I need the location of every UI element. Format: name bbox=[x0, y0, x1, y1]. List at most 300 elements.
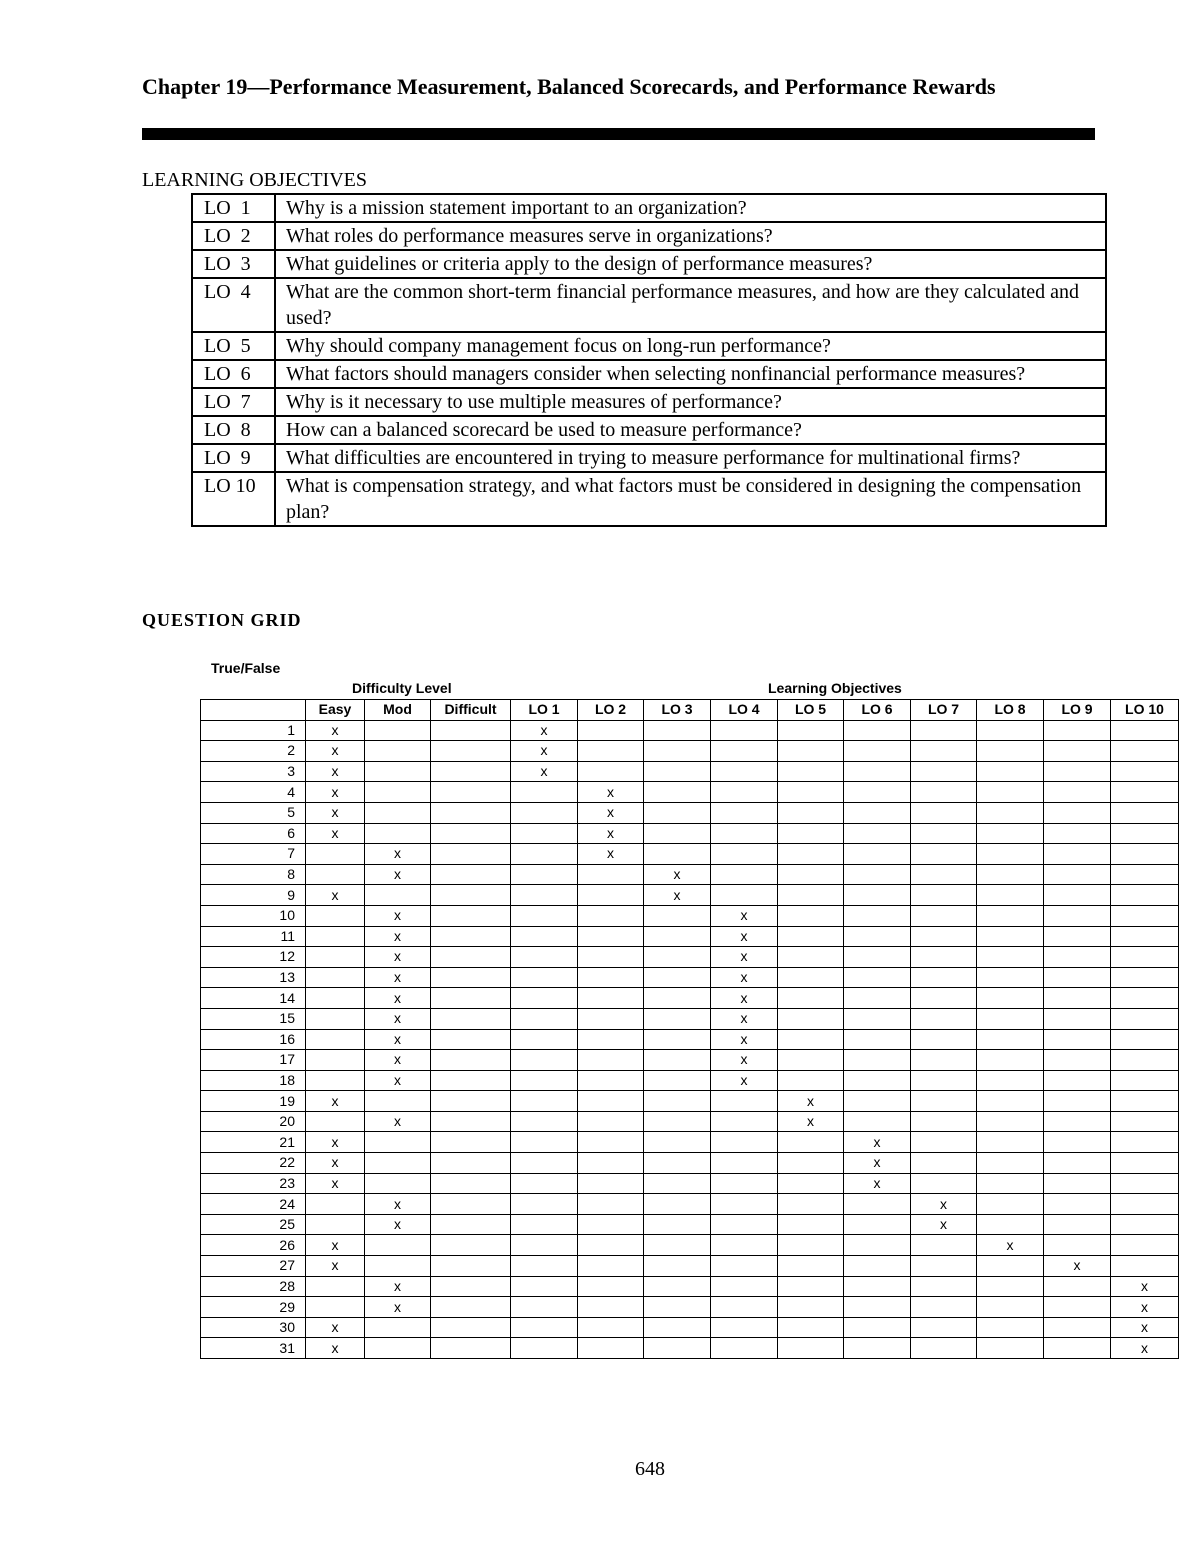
grid-cell bbox=[844, 1008, 911, 1029]
grid-cell bbox=[511, 823, 578, 844]
grid-cell bbox=[977, 741, 1044, 762]
grid-cell bbox=[511, 988, 578, 1009]
grid-column-header: LO 6 bbox=[844, 700, 911, 721]
grid-mark: x bbox=[365, 926, 431, 947]
grid-cell bbox=[977, 1091, 1044, 1112]
grid-row bbox=[201, 1194, 1179, 1215]
grid-cell bbox=[511, 844, 578, 865]
grid-cell bbox=[644, 905, 711, 926]
grid-cell bbox=[431, 761, 511, 782]
grid-cell bbox=[578, 761, 644, 782]
grid-cell bbox=[644, 782, 711, 803]
grid-cell bbox=[431, 905, 511, 926]
lo-code: LO 7 bbox=[192, 388, 275, 416]
grid-cell bbox=[977, 1008, 1044, 1029]
grid-column-header: LO 5 bbox=[778, 700, 844, 721]
grid-cell bbox=[1111, 967, 1179, 988]
question-grid-heading: QUESTION GRID bbox=[142, 610, 302, 630]
grid-cell bbox=[578, 905, 644, 926]
grid-cell bbox=[711, 1276, 778, 1297]
grid-cell bbox=[1044, 720, 1111, 741]
grid-mark: x bbox=[365, 1008, 431, 1029]
grid-cell bbox=[844, 905, 911, 926]
grid-cell bbox=[578, 1317, 644, 1338]
grid-cell bbox=[911, 926, 977, 947]
grid-cell bbox=[711, 761, 778, 782]
grid-row bbox=[201, 1256, 1179, 1277]
grid-cell bbox=[511, 967, 578, 988]
grid-cell bbox=[578, 1235, 644, 1256]
grid-cell bbox=[511, 1297, 578, 1318]
learning-objectives-table bbox=[191, 193, 1107, 527]
grid-cell bbox=[644, 1029, 711, 1050]
lo-question: What difficulties are encountered in trying to measure performance for multinational firms? bbox=[275, 444, 1106, 472]
grid-cell bbox=[644, 1317, 711, 1338]
grid-cell bbox=[1044, 823, 1111, 844]
grid-mark: x bbox=[844, 1173, 911, 1194]
grid-cell bbox=[1111, 1256, 1179, 1277]
grid-cell bbox=[1044, 1194, 1111, 1215]
grid-cell bbox=[644, 741, 711, 762]
grid-column-header: LO 9 bbox=[1044, 700, 1111, 721]
grid-cell bbox=[977, 782, 1044, 803]
grid-mark: x bbox=[644, 864, 711, 885]
grid-row bbox=[201, 1029, 1179, 1050]
grid-cell bbox=[306, 926, 365, 947]
grid-cell bbox=[711, 823, 778, 844]
grid-cell bbox=[431, 1235, 511, 1256]
question-number: 21 bbox=[201, 1132, 306, 1153]
grid-cell bbox=[431, 967, 511, 988]
lo-row bbox=[192, 416, 1106, 444]
grid-cell bbox=[431, 1214, 511, 1235]
grid-cell bbox=[711, 1214, 778, 1235]
grid-cell bbox=[1044, 1235, 1111, 1256]
grid-cell bbox=[644, 1070, 711, 1091]
question-number: 16 bbox=[201, 1029, 306, 1050]
grid-mark: x bbox=[365, 1297, 431, 1318]
grid-cell bbox=[644, 802, 711, 823]
grid-cell bbox=[511, 1194, 578, 1215]
grid-cell bbox=[977, 967, 1044, 988]
grid-row bbox=[201, 1338, 1179, 1359]
grid-mark: x bbox=[365, 864, 431, 885]
grid-cell bbox=[306, 947, 365, 968]
grid-cell bbox=[911, 1256, 977, 1277]
grid-cell bbox=[778, 1235, 844, 1256]
grid-cell bbox=[1111, 1029, 1179, 1050]
grid-column-header: LO 10 bbox=[1111, 700, 1179, 721]
grid-cell bbox=[977, 1317, 1044, 1338]
grid-cell bbox=[977, 1153, 1044, 1174]
lo-question: What roles do performance measures serve in organizations? bbox=[275, 222, 1106, 250]
grid-cell bbox=[844, 761, 911, 782]
grid-cell bbox=[511, 1317, 578, 1338]
grid-cell bbox=[431, 1111, 511, 1132]
grid-cell bbox=[1044, 885, 1111, 906]
grid-cell bbox=[644, 1008, 711, 1029]
grid-cell bbox=[711, 1235, 778, 1256]
grid-cell bbox=[977, 1070, 1044, 1091]
grid-cell bbox=[778, 802, 844, 823]
grid-cell bbox=[431, 926, 511, 947]
grid-cell bbox=[644, 1194, 711, 1215]
grid-cell bbox=[431, 1050, 511, 1071]
grid-cell bbox=[844, 988, 911, 1009]
grid-cell bbox=[431, 988, 511, 1009]
grid-row bbox=[201, 926, 1179, 947]
lo-code: LO 9 bbox=[192, 444, 275, 472]
lo-row bbox=[192, 444, 1106, 472]
grid-cell bbox=[778, 720, 844, 741]
grid-cell bbox=[1111, 1214, 1179, 1235]
grid-cell bbox=[578, 947, 644, 968]
grid-mark: x bbox=[1111, 1317, 1179, 1338]
grid-cell bbox=[365, 1256, 431, 1277]
grid-cell bbox=[578, 1173, 644, 1194]
question-number: 13 bbox=[201, 967, 306, 988]
grid-cell bbox=[711, 1111, 778, 1132]
grid-cell bbox=[977, 885, 1044, 906]
question-number: 20 bbox=[201, 1111, 306, 1132]
grid-cell bbox=[1111, 1235, 1179, 1256]
question-number: 22 bbox=[201, 1153, 306, 1174]
grid-cell bbox=[844, 967, 911, 988]
grid-cell bbox=[911, 947, 977, 968]
grid-cell bbox=[365, 1153, 431, 1174]
grid-cell bbox=[977, 1111, 1044, 1132]
grid-cell bbox=[778, 1029, 844, 1050]
question-number: 5 bbox=[201, 802, 306, 823]
grid-cell bbox=[1111, 864, 1179, 885]
grid-cell bbox=[911, 967, 977, 988]
lo-code: LO 2 bbox=[192, 222, 275, 250]
grid-row bbox=[201, 1091, 1179, 1112]
lo-code: LO 3 bbox=[192, 250, 275, 278]
grid-cell bbox=[977, 1338, 1044, 1359]
grid-cell bbox=[778, 967, 844, 988]
grid-cell bbox=[365, 885, 431, 906]
grid-cell bbox=[844, 947, 911, 968]
grid-cell bbox=[911, 988, 977, 1009]
grid-cell bbox=[511, 1338, 578, 1359]
true-false-label: True/False bbox=[211, 660, 281, 676]
grid-cell bbox=[365, 802, 431, 823]
grid-cell bbox=[977, 823, 1044, 844]
grid-cell bbox=[1044, 905, 1111, 926]
grid-cell bbox=[578, 988, 644, 1009]
grid-cell bbox=[578, 1256, 644, 1277]
question-grid-table bbox=[200, 699, 1179, 1359]
grid-cell bbox=[844, 885, 911, 906]
grid-mark: x bbox=[844, 1153, 911, 1174]
grid-cell bbox=[644, 1297, 711, 1318]
grid-cell bbox=[1044, 988, 1111, 1009]
grid-cell bbox=[365, 1317, 431, 1338]
grid-cell bbox=[578, 1050, 644, 1071]
grid-mark: x bbox=[711, 988, 778, 1009]
grid-cell bbox=[431, 1194, 511, 1215]
grid-mark: x bbox=[306, 1153, 365, 1174]
grid-cell bbox=[431, 1173, 511, 1194]
grid-cell bbox=[977, 802, 1044, 823]
grid-cell bbox=[365, 1338, 431, 1359]
question-number: 9 bbox=[201, 885, 306, 906]
lo-question: How can a balanced scorecard be used to measure performance? bbox=[275, 416, 1106, 444]
grid-cell bbox=[1111, 1173, 1179, 1194]
grid-cell bbox=[578, 1111, 644, 1132]
grid-cell bbox=[306, 1276, 365, 1297]
grid-cell bbox=[511, 947, 578, 968]
grid-mark: x bbox=[365, 1029, 431, 1050]
grid-cell bbox=[431, 1297, 511, 1318]
grid-cell bbox=[778, 947, 844, 968]
lo-code: LO 1 bbox=[192, 194, 275, 222]
grid-cell bbox=[578, 741, 644, 762]
question-number: 19 bbox=[201, 1091, 306, 1112]
grid-cell bbox=[778, 1132, 844, 1153]
question-number: 10 bbox=[201, 905, 306, 926]
grid-cell bbox=[431, 1070, 511, 1091]
question-number: 15 bbox=[201, 1008, 306, 1029]
grid-cell bbox=[778, 1050, 844, 1071]
lo-row bbox=[192, 360, 1106, 388]
lo-question: What is compensation strategy, and what factors must be considered in designing the compensation plan? bbox=[275, 472, 1106, 526]
grid-cell bbox=[306, 967, 365, 988]
question-number: 12 bbox=[201, 947, 306, 968]
grid-row bbox=[201, 967, 1179, 988]
grid-cell bbox=[644, 947, 711, 968]
grid-cell bbox=[844, 844, 911, 865]
page-number: 648 bbox=[635, 1458, 665, 1480]
grid-mark: x bbox=[711, 1050, 778, 1071]
lo-code: LO 10 bbox=[192, 472, 275, 526]
grid-cell bbox=[1044, 1050, 1111, 1071]
grid-cell bbox=[511, 1050, 578, 1071]
grid-cell bbox=[1111, 823, 1179, 844]
grid-cell bbox=[644, 1132, 711, 1153]
grid-cell bbox=[711, 864, 778, 885]
grid-row bbox=[201, 761, 1179, 782]
grid-cell bbox=[778, 1173, 844, 1194]
grid-cell bbox=[844, 1256, 911, 1277]
grid-cell bbox=[844, 1050, 911, 1071]
grid-cell bbox=[578, 720, 644, 741]
grid-mark: x bbox=[1111, 1297, 1179, 1318]
grid-cell bbox=[644, 844, 711, 865]
grid-cell bbox=[511, 905, 578, 926]
grid-cell bbox=[911, 1317, 977, 1338]
grid-row bbox=[201, 802, 1179, 823]
grid-cell bbox=[578, 967, 644, 988]
grid-cell bbox=[1111, 1070, 1179, 1091]
grid-cell bbox=[578, 885, 644, 906]
grid-cell bbox=[1111, 1153, 1179, 1174]
grid-cell bbox=[431, 1338, 511, 1359]
grid-cell bbox=[911, 1153, 977, 1174]
grid-mark: x bbox=[306, 1256, 365, 1277]
grid-mark: x bbox=[306, 802, 365, 823]
grid-row bbox=[201, 844, 1179, 865]
grid-mark: x bbox=[711, 1008, 778, 1029]
grid-mark: x bbox=[306, 782, 365, 803]
grid-cell bbox=[911, 782, 977, 803]
grid-cell bbox=[1044, 782, 1111, 803]
grid-cell bbox=[778, 741, 844, 762]
grid-cell bbox=[365, 1235, 431, 1256]
grid-row bbox=[201, 1111, 1179, 1132]
lo-row bbox=[192, 278, 1106, 332]
lo-code: LO 5 bbox=[192, 332, 275, 360]
grid-cell bbox=[911, 802, 977, 823]
grid-cell bbox=[644, 1235, 711, 1256]
question-number: 8 bbox=[201, 864, 306, 885]
grid-cell bbox=[644, 1050, 711, 1071]
grid-cell bbox=[911, 1173, 977, 1194]
grid-cell bbox=[578, 1070, 644, 1091]
grid-row bbox=[201, 1276, 1179, 1297]
grid-cell bbox=[711, 1153, 778, 1174]
grid-cell bbox=[511, 864, 578, 885]
grid-cell bbox=[911, 864, 977, 885]
grid-cell bbox=[1044, 741, 1111, 762]
grid-cell bbox=[844, 1235, 911, 1256]
grid-cell bbox=[977, 988, 1044, 1009]
grid-column-header: LO 2 bbox=[578, 700, 644, 721]
grid-cell bbox=[1111, 741, 1179, 762]
grid-mark: x bbox=[365, 905, 431, 926]
grid-cell bbox=[778, 844, 844, 865]
grid-row bbox=[201, 947, 1179, 968]
grid-cell bbox=[844, 1111, 911, 1132]
grid-cell bbox=[365, 1173, 431, 1194]
grid-cell bbox=[306, 1111, 365, 1132]
question-number: 25 bbox=[201, 1214, 306, 1235]
grid-cell bbox=[1044, 761, 1111, 782]
grid-row bbox=[201, 1235, 1179, 1256]
grid-cell bbox=[977, 1173, 1044, 1194]
grid-cell bbox=[977, 844, 1044, 865]
grid-row bbox=[201, 864, 1179, 885]
question-number: 24 bbox=[201, 1194, 306, 1215]
grid-mark: x bbox=[365, 967, 431, 988]
grid-cell bbox=[644, 1276, 711, 1297]
grid-cell bbox=[778, 1008, 844, 1029]
grid-cell bbox=[644, 1091, 711, 1112]
question-number: 14 bbox=[201, 988, 306, 1009]
grid-mark: x bbox=[911, 1214, 977, 1235]
grid-cell bbox=[844, 1317, 911, 1338]
grid-cell bbox=[578, 1153, 644, 1174]
grid-cell bbox=[711, 802, 778, 823]
grid-cell bbox=[911, 1338, 977, 1359]
grid-cell bbox=[1044, 1153, 1111, 1174]
grid-cell bbox=[306, 1214, 365, 1235]
grid-cell bbox=[711, 1173, 778, 1194]
grid-cell bbox=[578, 1091, 644, 1112]
grid-cell bbox=[644, 988, 711, 1009]
grid-cell bbox=[644, 823, 711, 844]
learning-objectives-group-label: Learning Objectives bbox=[768, 680, 902, 696]
grid-cell bbox=[911, 1111, 977, 1132]
grid-row bbox=[201, 1070, 1179, 1091]
grid-cell bbox=[778, 1256, 844, 1277]
grid-cell bbox=[1044, 1214, 1111, 1235]
grid-cell bbox=[1111, 802, 1179, 823]
grid-cell bbox=[511, 1173, 578, 1194]
grid-cell bbox=[844, 1194, 911, 1215]
grid-mark: x bbox=[365, 1050, 431, 1071]
lo-row bbox=[192, 332, 1106, 360]
grid-mark: x bbox=[306, 720, 365, 741]
question-number: 1 bbox=[201, 720, 306, 741]
grid-cell bbox=[1044, 864, 1111, 885]
grid-cell bbox=[977, 720, 1044, 741]
grid-cell bbox=[711, 1132, 778, 1153]
grid-cell bbox=[844, 1338, 911, 1359]
grid-cell bbox=[1111, 1008, 1179, 1029]
grid-mark: x bbox=[306, 1235, 365, 1256]
grid-cell bbox=[977, 1050, 1044, 1071]
grid-mark: x bbox=[306, 1132, 365, 1153]
grid-cell bbox=[1044, 844, 1111, 865]
grid-cell bbox=[306, 1297, 365, 1318]
grid-cell bbox=[711, 782, 778, 803]
grid-cell bbox=[578, 1194, 644, 1215]
grid-mark: x bbox=[711, 926, 778, 947]
lo-code: LO 8 bbox=[192, 416, 275, 444]
grid-cell bbox=[431, 1008, 511, 1029]
grid-cell bbox=[911, 1091, 977, 1112]
grid-column-header: LO 3 bbox=[644, 700, 711, 721]
grid-mark: x bbox=[578, 844, 644, 865]
grid-row bbox=[201, 741, 1179, 762]
grid-cell bbox=[844, 1091, 911, 1112]
grid-column-header: Difficult bbox=[431, 700, 511, 721]
grid-mark: x bbox=[1044, 1256, 1111, 1277]
grid-row bbox=[201, 988, 1179, 1009]
grid-cell bbox=[1044, 1070, 1111, 1091]
grid-row bbox=[201, 1132, 1179, 1153]
grid-cell bbox=[1111, 1132, 1179, 1153]
grid-cell bbox=[711, 1297, 778, 1318]
grid-mark: x bbox=[365, 1276, 431, 1297]
lo-row bbox=[192, 194, 1106, 222]
question-number: 27 bbox=[201, 1256, 306, 1277]
grid-mark: x bbox=[711, 1029, 778, 1050]
grid-cell bbox=[911, 844, 977, 865]
lo-code: LO 4 bbox=[192, 278, 275, 332]
grid-cell bbox=[644, 761, 711, 782]
grid-cell bbox=[431, 1132, 511, 1153]
lo-question: What factors should managers consider when selecting nonfinancial performance measures? bbox=[275, 360, 1106, 388]
grid-cell bbox=[431, 1153, 511, 1174]
question-number: 23 bbox=[201, 1173, 306, 1194]
grid-cell bbox=[844, 741, 911, 762]
grid-cell bbox=[306, 905, 365, 926]
lo-row bbox=[192, 250, 1106, 278]
grid-mark: x bbox=[778, 1091, 844, 1112]
grid-cell bbox=[511, 1153, 578, 1174]
grid-mark: x bbox=[711, 905, 778, 926]
grid-cell bbox=[578, 1132, 644, 1153]
grid-cell bbox=[431, 864, 511, 885]
lo-question: What guidelines or criteria apply to the design of performance measures? bbox=[275, 250, 1106, 278]
grid-cell bbox=[306, 844, 365, 865]
grid-cell bbox=[1111, 905, 1179, 926]
grid-row bbox=[201, 720, 1179, 741]
grid-cell bbox=[578, 1297, 644, 1318]
